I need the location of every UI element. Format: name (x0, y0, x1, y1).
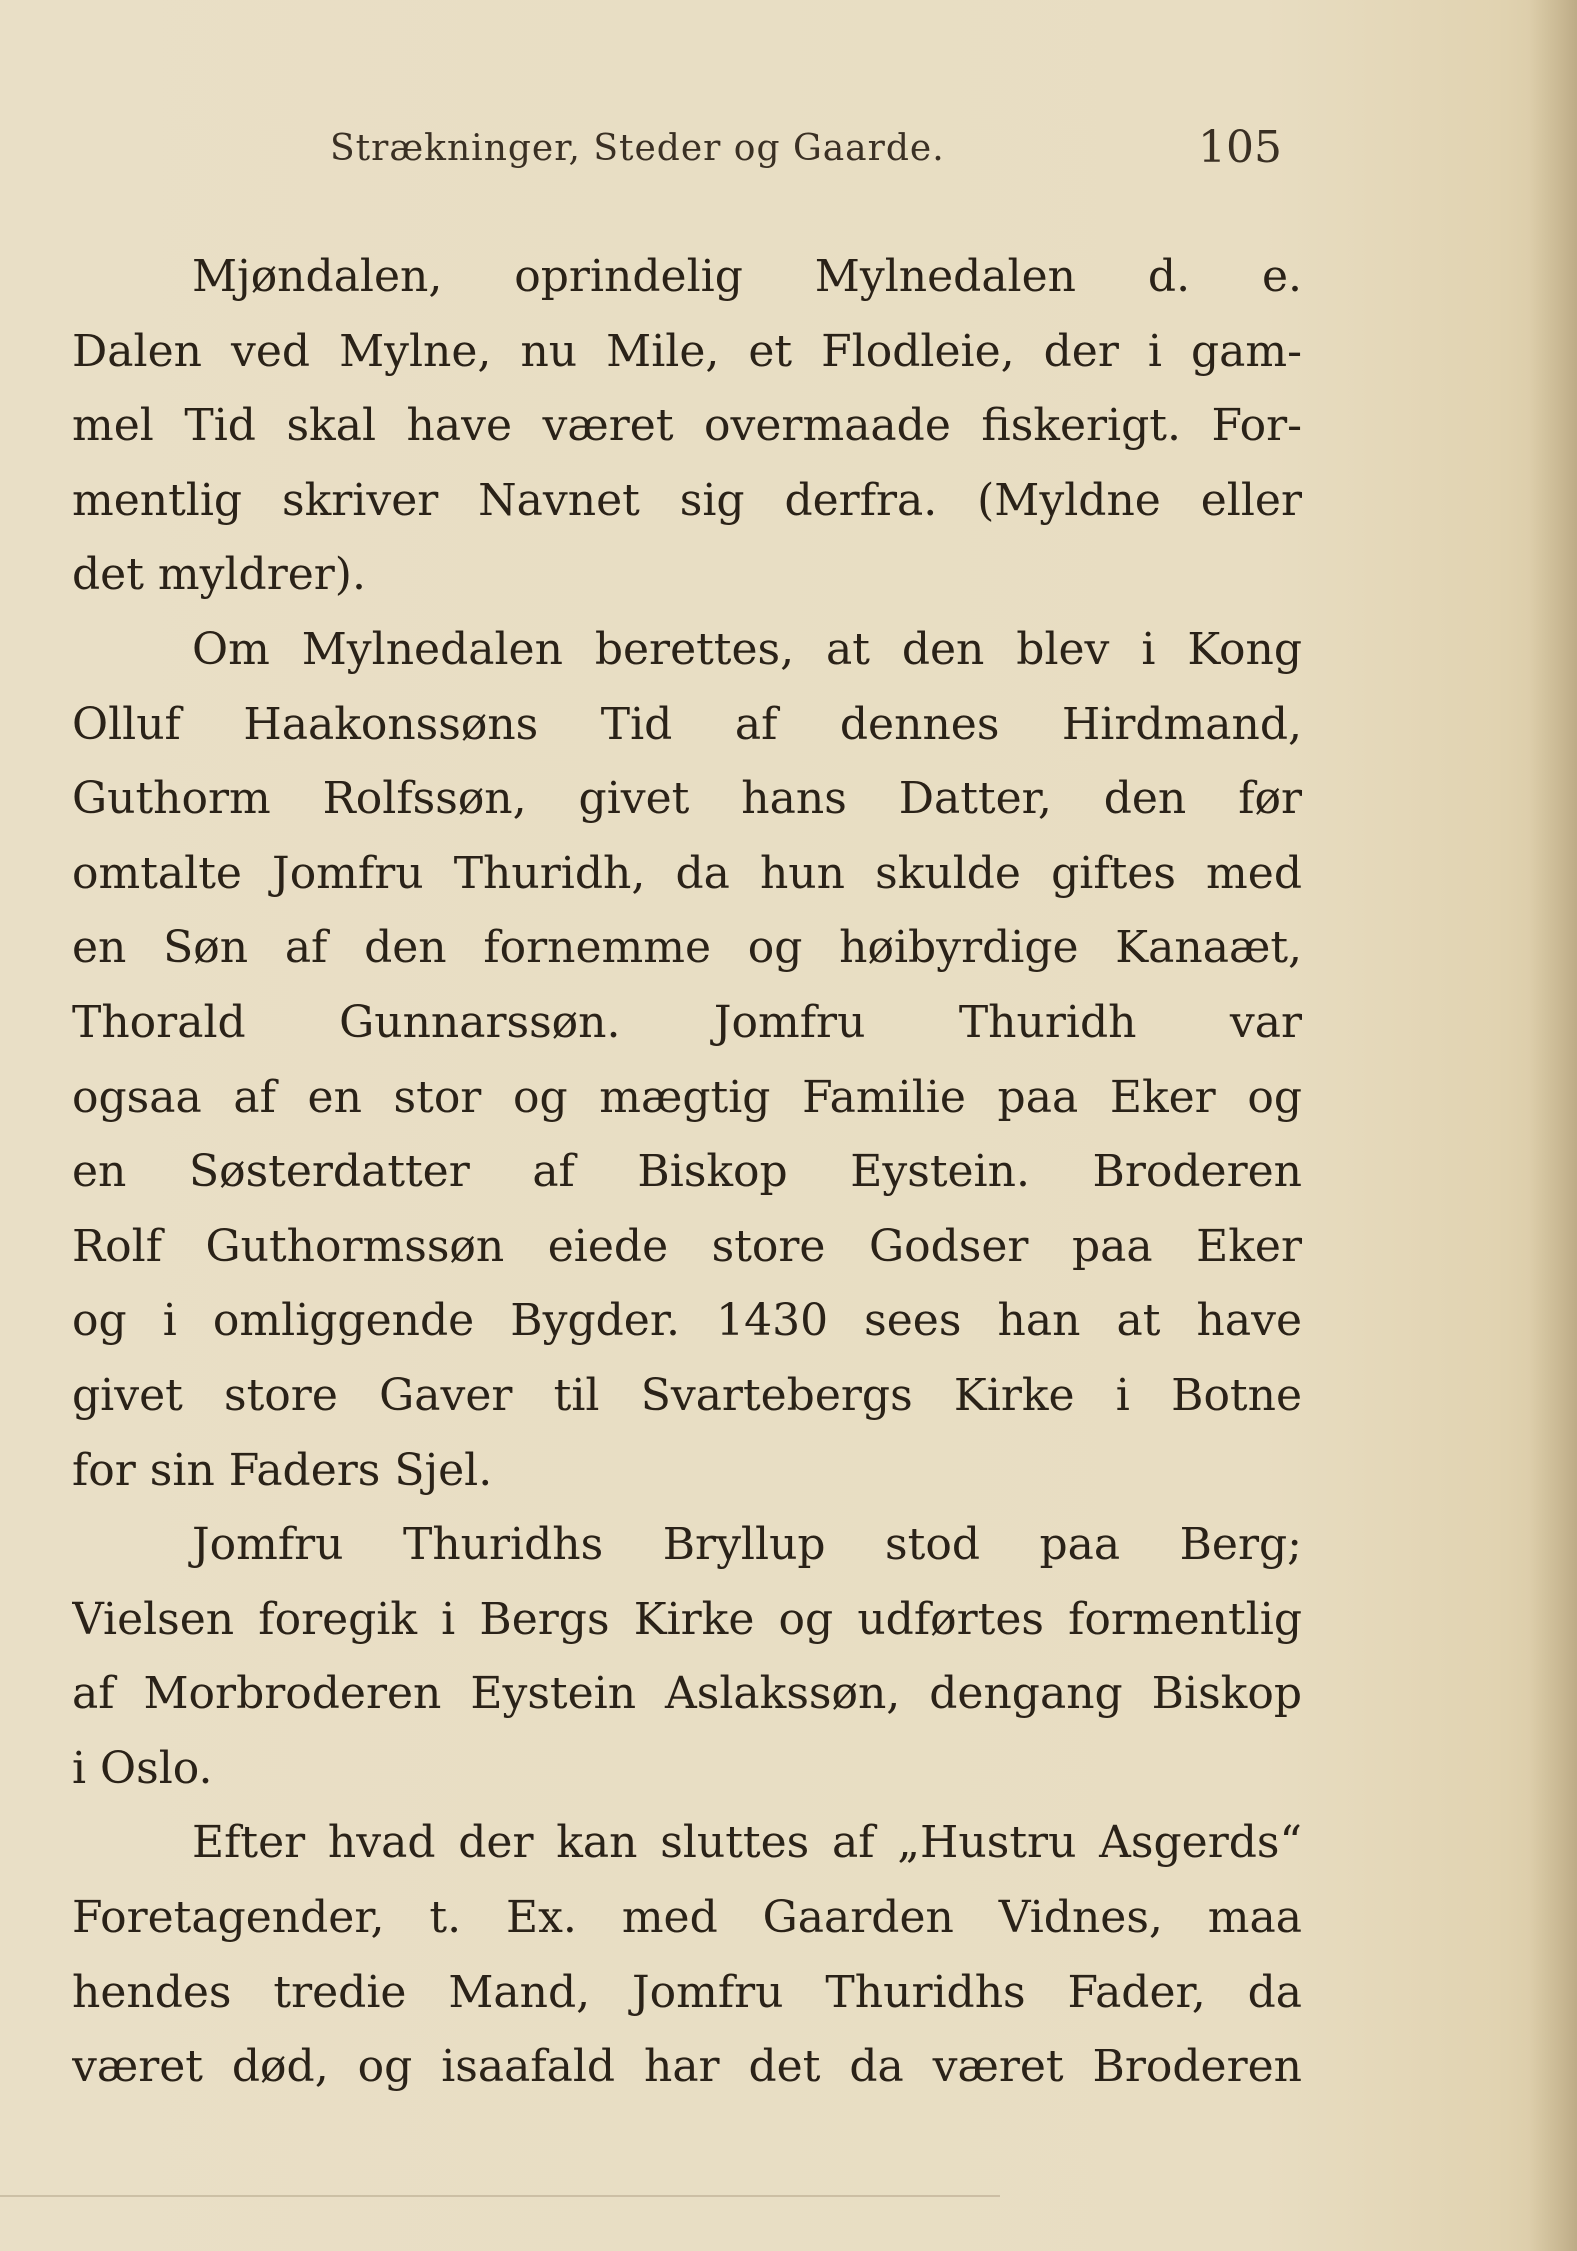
text-line: Om Mylnedalen berettes, at den blev i Kong (192, 623, 1302, 675)
page-header (72, 120, 1282, 180)
text-line: Vielsen foregik i Bergs Kirke og udførtes formentlig (72, 1593, 1302, 1645)
text-line: en Søn af den fornemme og høibyrdige Kanaæt, (72, 922, 1302, 974)
page-bottom-mark (0, 2195, 1000, 2197)
text-line: det myldrer). (72, 549, 366, 601)
text-line: og i omliggende Bygder. 1430 sees han at have (72, 1295, 1302, 1347)
text-line: i Oslo. (72, 1742, 213, 1794)
text-line: en Søsterdatter af Biskop Eystein. Broderen (72, 1146, 1302, 1198)
text-line: Guthorm Rolfssøn, givet hans Datter, den før (72, 773, 1302, 825)
text-line: mentlig skriver Navnet sig derfra. (Myldne eller (72, 474, 1302, 526)
text-line: Dalen ved Mylne, nu Mile, et Flodleie, der i gam- (72, 325, 1302, 377)
text-line: givet store Gaver til Svartebergs Kirke i Botne (72, 1369, 1302, 1421)
page-edge-shadow (1529, 0, 1577, 2251)
text-line: været død, og isaafald har det da været Broderen (72, 2041, 1302, 2093)
text-line: Mjøndalen, oprindelig Mylnedalen d. e. (192, 251, 1302, 302)
text-line: for sin Faders Sjel. (72, 1444, 493, 1496)
body-text (72, 240, 1302, 2105)
text-line: ogsaa af en stor og mægtig Familie paa Eker og (72, 1071, 1302, 1123)
text-line: Olluf Haakonssøns Tid af dennes Hirdmand, (72, 698, 1302, 750)
running-head: Strækninger, Steder og Gaarde. (330, 128, 945, 169)
text-line: omtalte Jomfru Thuridh, da hun skulde giftes med (72, 847, 1302, 899)
text-line: hendes tredie Mand, Jomfru Thuridhs Fader, da (72, 1966, 1302, 2018)
text-line: Rolf Guthormssøn eiede store Godser paa Eker (72, 1220, 1302, 1272)
text-line: Efter hvad der kan sluttes af „Hustru Asgerds“ (192, 1817, 1302, 1869)
text-line: Jomfru Thuridhs Bryllup stod paa Berg; (192, 1519, 1302, 1571)
text-line: Thorald Gunnarssøn. Jomfru Thuridh var (72, 996, 1302, 1048)
text-line: af Morbroderen Eystein Aslakssøn, dengang Biskop (72, 1668, 1302, 1720)
text-line: Foretagender, t. Ex. med Gaarden Vidnes, maa (72, 1892, 1302, 1944)
text-line: mel Tid skal have været overmaade fiskerigt. For- (72, 400, 1302, 452)
page-number: 105 (1198, 122, 1282, 173)
